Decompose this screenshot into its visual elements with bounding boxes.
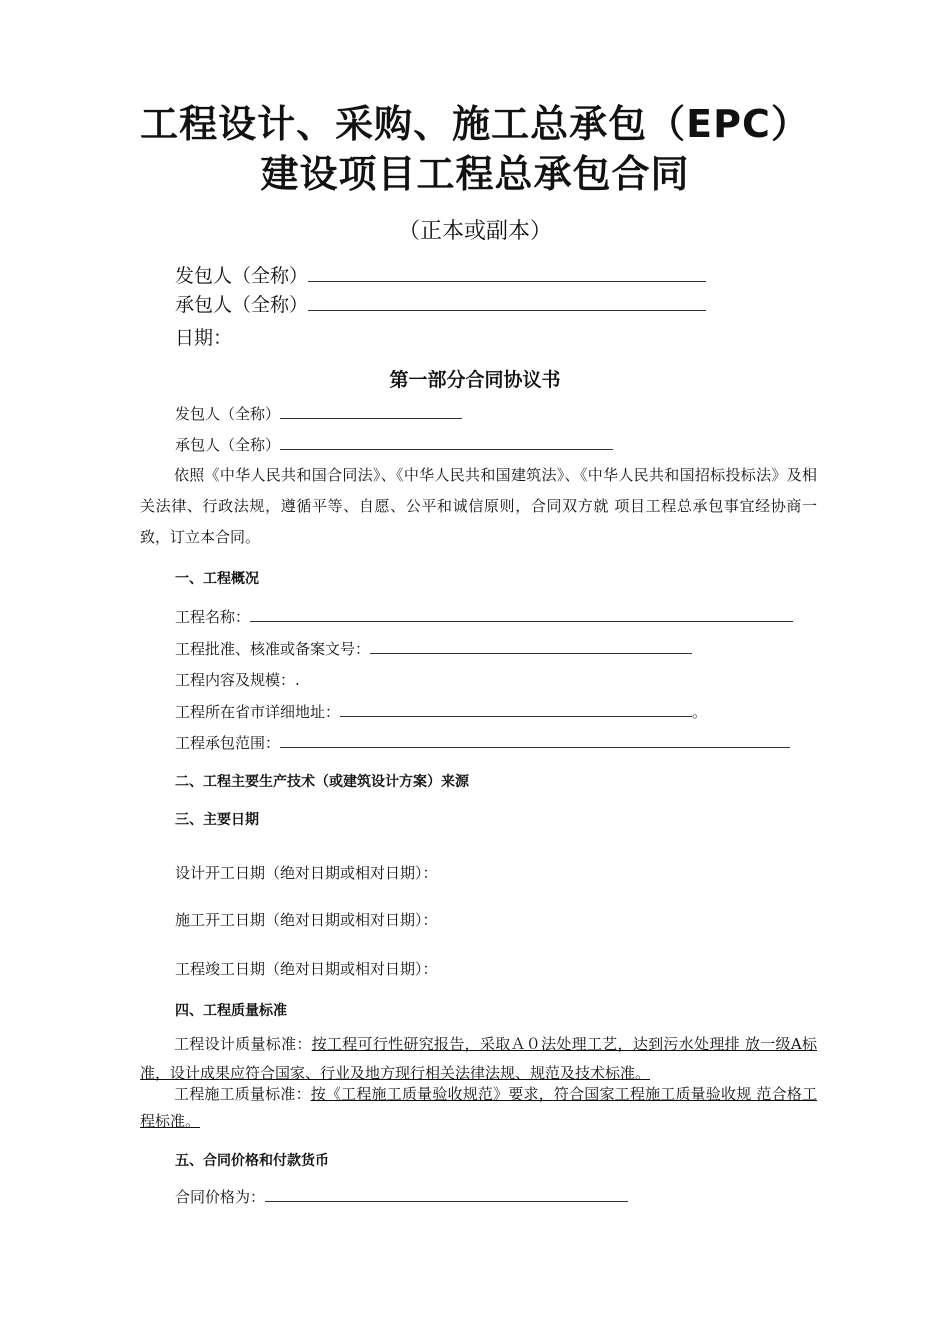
cover-contractor-blank[interactable] bbox=[308, 296, 706, 311]
project-name-blank[interactable] bbox=[250, 607, 793, 622]
construction-quality-label: 工程施工质量标准： bbox=[174, 1085, 311, 1103]
cover-employer-blank[interactable] bbox=[308, 267, 706, 282]
contract-scope-blank[interactable] bbox=[280, 733, 790, 748]
section-2-heading: 二、工程主要生产技术（或建筑设计方案）来源 bbox=[175, 774, 469, 790]
agreement-employer-label: 发包人（全称） bbox=[175, 405, 281, 423]
cover-contractor-label: 承包人（全称） bbox=[175, 294, 309, 316]
section-5-heading: 五、合同价格和付款货币 bbox=[175, 1153, 329, 1169]
construction-start-date: 施工开工日期（绝对日期或相对日期）： bbox=[175, 911, 438, 929]
design-quality-standard bbox=[140, 1030, 817, 1088]
section-1-heading: 一、工程概况 bbox=[175, 571, 259, 587]
project-address-end: 。 bbox=[692, 703, 708, 721]
project-scope-label: 工程内容及规模：. bbox=[175, 671, 300, 689]
agreement-contractor-label: 承包人（全称） bbox=[175, 436, 281, 454]
contract-scope-row bbox=[175, 732, 790, 753]
contract-price-blank[interactable] bbox=[265, 1187, 628, 1202]
copy-type: （正本或副本） bbox=[397, 219, 552, 244]
doc-title-line1: 工程设计、采购、施工总承包（EPC） bbox=[140, 102, 810, 146]
cover-date-label: 日期： bbox=[175, 327, 233, 349]
project-address-row bbox=[175, 701, 707, 722]
cover-employer-label: 发包人（全称） bbox=[175, 265, 309, 287]
contract-price-label: 合同价格为： bbox=[175, 1188, 266, 1206]
cover-contractor-row bbox=[175, 290, 706, 317]
agreement-contractor-blank[interactable] bbox=[280, 435, 613, 450]
doc-title-line2: 建设项目工程总承包合同 bbox=[260, 152, 690, 196]
agreement-contractor-row bbox=[175, 434, 613, 455]
contract-scope-label: 工程承包范围： bbox=[175, 734, 281, 752]
design-quality-value: 按工程可行性研究报告，采取Ａ０法处理工艺，达到污水处理排 放一级A标准，设计成果应符合国家、行业及地方现行相关法律法规、规范及技术标准。 bbox=[140, 1035, 817, 1082]
section-3-heading: 三、主要日期 bbox=[175, 812, 259, 828]
construction-quality-standard bbox=[140, 1081, 817, 1135]
design-quality-label: 工程设计质量标准： bbox=[174, 1035, 312, 1053]
agreement-title: 第一部分合同协议书 bbox=[389, 369, 561, 391]
design-start-date: 设计开工日期（绝对日期或相对日期）： bbox=[175, 864, 438, 882]
project-name-label: 工程名称： bbox=[175, 608, 251, 626]
project-address-label: 工程所在省市详细地址： bbox=[175, 703, 341, 721]
agreement-preamble: 依照《中华人民共和国合同法》、《中华人民共和国建筑法》、《中华人民共和国招标投标法》及相关法律、行政法规，遵循平等、自愿、公平和诚信原则，合同双方就 项目工程总承包事宜经协商一致，订立本合同。 bbox=[140, 466, 817, 546]
agreement-employer-row bbox=[175, 403, 462, 424]
cover-employer-row bbox=[175, 261, 706, 288]
project-address-blank[interactable] bbox=[340, 702, 692, 717]
approval-number-label: 工程批准、核准或备案文号： bbox=[175, 640, 371, 658]
approval-number-blank[interactable] bbox=[370, 639, 692, 654]
construction-quality-value: 按《工程施工质量验收规范》要求，符合国家工程施工质量验收规 范合格工程标准。 bbox=[140, 1085, 817, 1130]
project-name-row bbox=[175, 606, 793, 627]
approval-number-row bbox=[175, 638, 692, 659]
agreement-employer-blank[interactable] bbox=[280, 404, 462, 419]
section-4-heading: 四、工程质量标准 bbox=[175, 1003, 287, 1019]
contract-price-row bbox=[175, 1186, 628, 1207]
completion-date: 工程竣工日期（绝对日期或相对日期）： bbox=[175, 960, 438, 978]
